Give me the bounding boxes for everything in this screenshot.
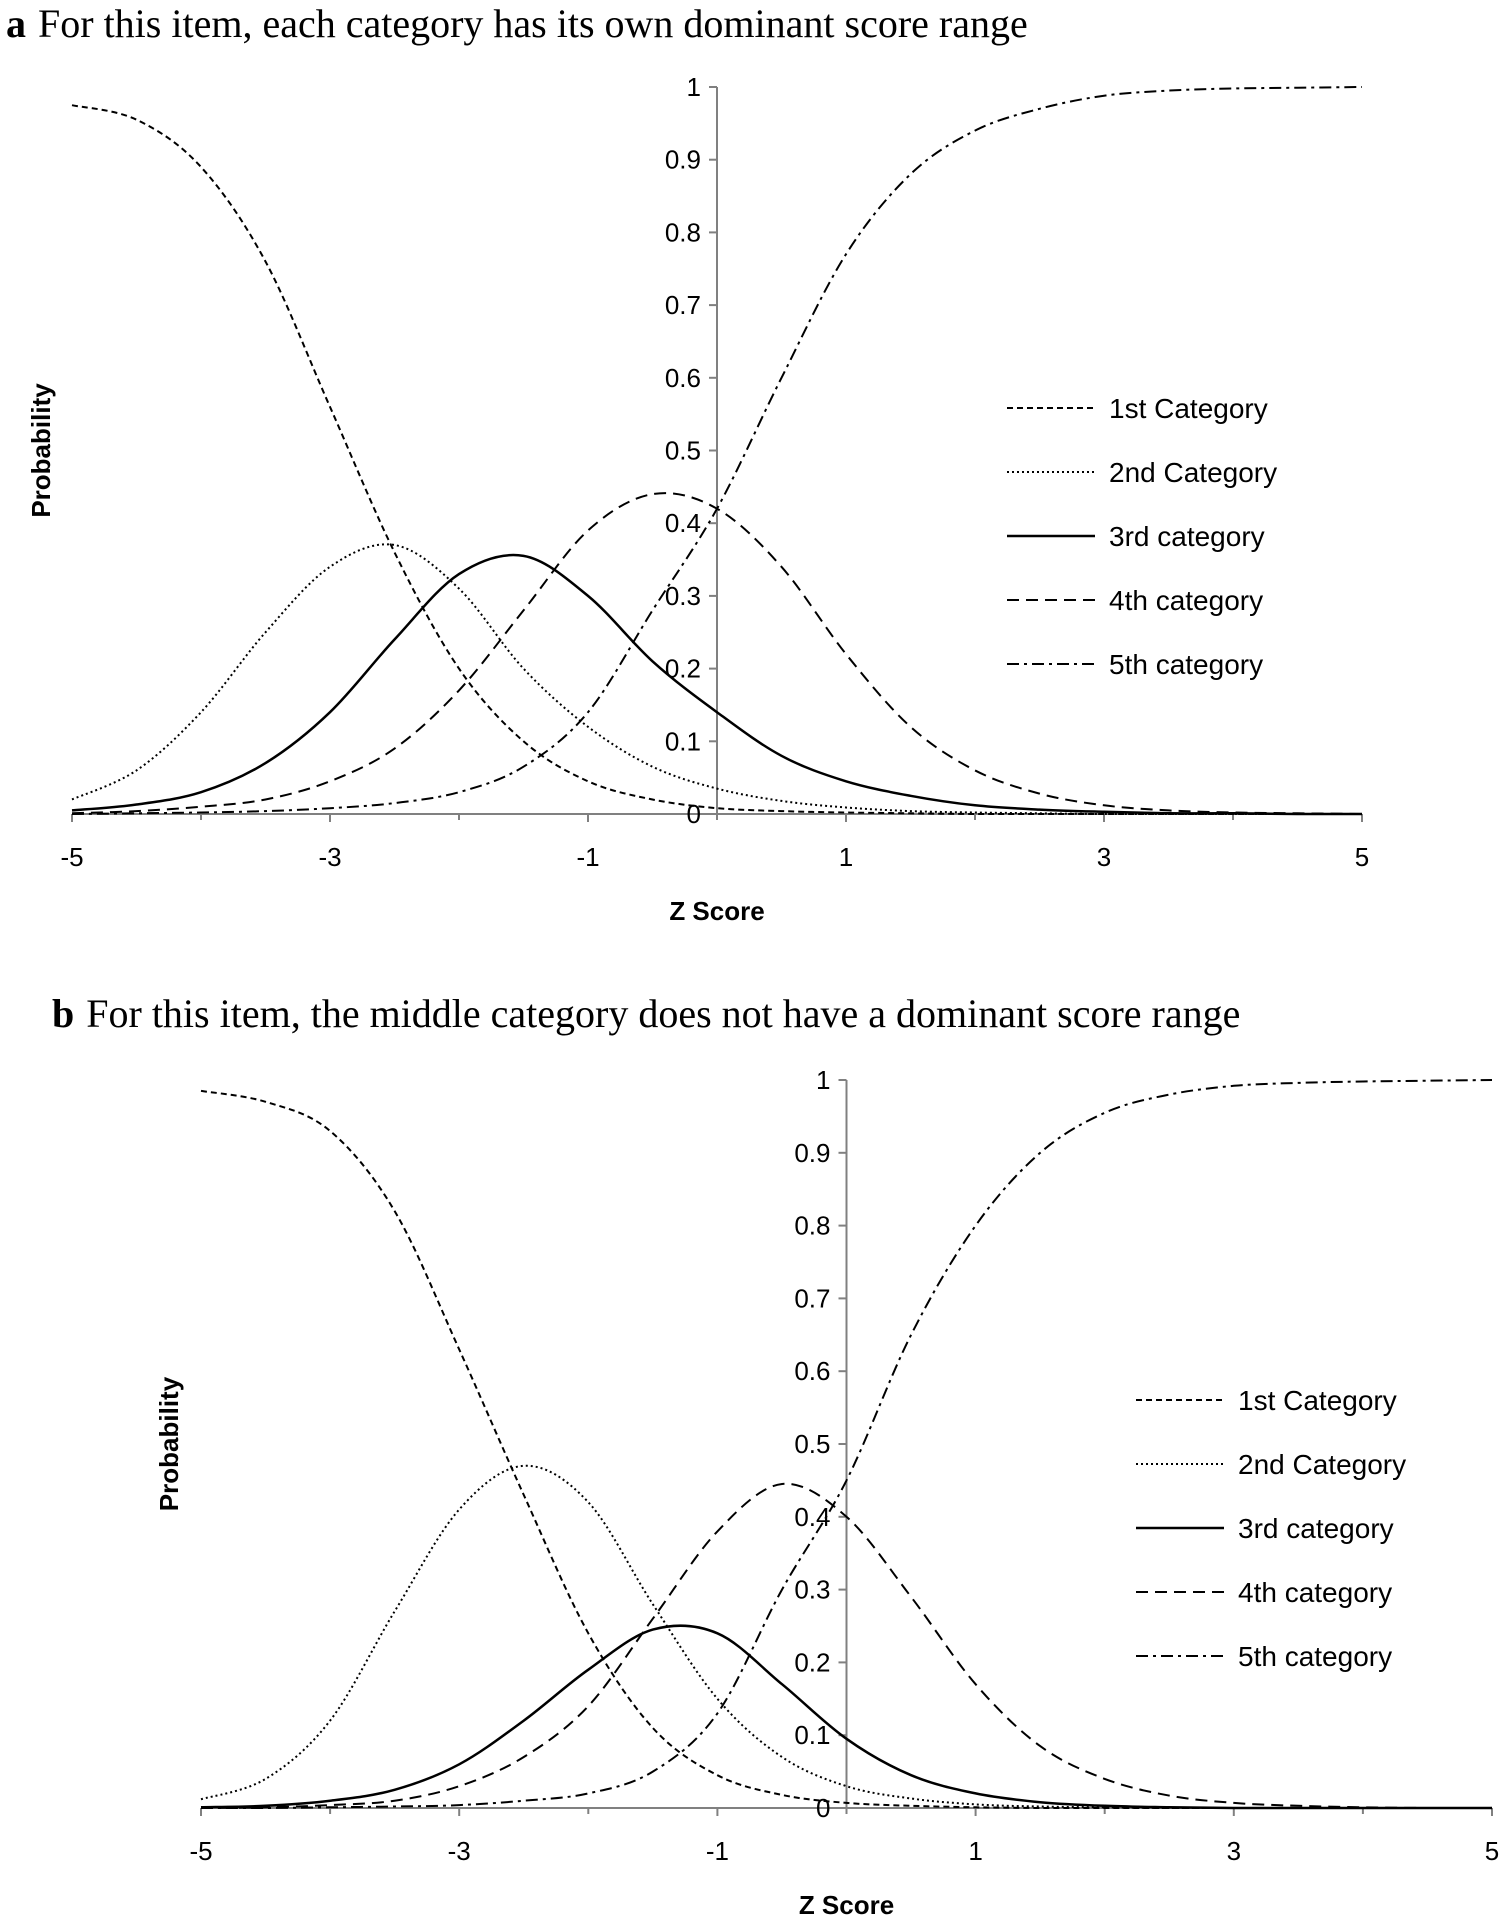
y-tick-label: 0.4	[664, 508, 701, 539]
x-axis-title: Z Score	[798, 1890, 895, 1920]
legend-label-5: 5th category	[1238, 1641, 1393, 1672]
x-tick-label: -1	[576, 842, 600, 872]
y-tick-label: 0.3	[794, 1574, 831, 1605]
y-tick-label: 1	[686, 72, 701, 102]
y-tick-label: 0.3	[664, 580, 701, 611]
legend-label-1: 1st Category	[1238, 1385, 1397, 1416]
panel-letter: a	[6, 1, 26, 46]
y-axis-title: Probability	[26, 383, 56, 518]
legend-label-3: 3rd category	[1238, 1513, 1394, 1544]
x-tick-label: -1	[705, 1836, 729, 1866]
y-tick-label: 0.4	[794, 1501, 831, 1532]
y-tick-label: 0.5	[794, 1429, 831, 1459]
y-tick-label: 0.7	[664, 290, 701, 321]
chart-b	[0, 990, 1505, 1924]
y-tick-label: 0.8	[664, 217, 701, 248]
y-tick-label: 0	[686, 799, 701, 829]
y-tick-label: 0.1	[664, 726, 701, 757]
x-tick-label: 3	[1096, 842, 1112, 872]
legend-label-1: 1st Category	[1109, 393, 1268, 424]
panel-b	[0, 990, 1505, 1924]
y-tick-label: 1	[816, 1065, 831, 1095]
y-tick-label: 0.2	[664, 653, 701, 684]
x-tick-label: 1	[968, 1836, 983, 1866]
x-tick-label: -5	[189, 1836, 213, 1866]
y-tick-label: 0.7	[794, 1283, 831, 1314]
x-tick-label: 5	[1354, 842, 1370, 872]
y-tick-label: 0.8	[794, 1210, 831, 1241]
x-tick-label: -5	[60, 842, 84, 872]
x-tick-label: -3	[447, 1836, 471, 1866]
legend-label-4: 4th category	[1238, 1577, 1393, 1608]
y-tick-label: 0.5	[664, 435, 701, 466]
x-tick-label: 3	[1226, 1836, 1242, 1866]
y-tick-label: 0.6	[794, 1356, 831, 1387]
x-tick-label: 5	[1484, 1836, 1500, 1866]
y-tick-label: 0.1	[794, 1720, 831, 1751]
y-tick-label: 0.9	[794, 1137, 831, 1168]
y-tick-label: 0.6	[664, 362, 701, 393]
y-axis-title: Probability	[154, 1376, 184, 1512]
legend-label-3: 3rd category	[1109, 521, 1265, 552]
x-tick-label: 1	[838, 842, 854, 872]
y-tick-label: 0.2	[794, 1647, 831, 1678]
y-tick-label: 0.9	[664, 144, 701, 175]
x-axis-title: Z Score	[669, 896, 765, 926]
y-tick-label: 0	[816, 1793, 831, 1823]
legend-label-2: 2nd Category	[1109, 457, 1278, 488]
legend-label-2: 2nd Category	[1238, 1449, 1407, 1480]
panel-letter: b	[52, 991, 75, 1036]
legend-label-4: 4th category	[1109, 585, 1264, 616]
panel-title: For this item, each category has its own dominant score range	[38, 1, 1028, 46]
x-tick-label: -3	[318, 842, 342, 872]
legend-label-5: 5th category	[1109, 649, 1264, 680]
panel-title: For this item, the middle category does not have a dominant score range	[86, 991, 1241, 1036]
